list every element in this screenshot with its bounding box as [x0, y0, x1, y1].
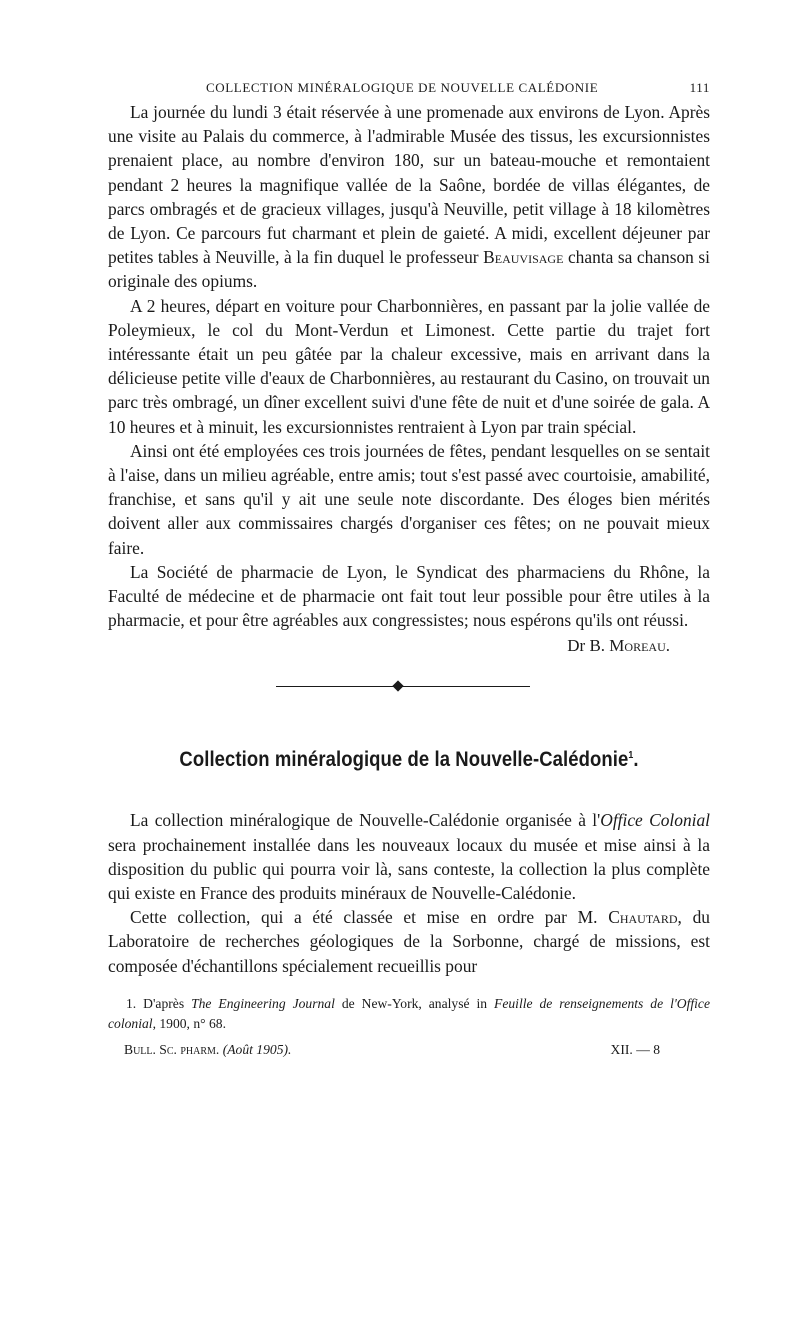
footer-bulletin [124, 1042, 291, 1058]
footer-bulletin-name: Bull. Sc. pharm. [124, 1041, 220, 1057]
signature-title: Dr [567, 636, 586, 656]
article-p1-end: sera prochainement installée dans les nouveaux locaux du musée et mise ainsi à la disposition du public qui pourra voir là, sans conteste, la collection la plus complète qui existe en France des produits minéraux de Nouvelle-Calédonie. [108, 834, 710, 904]
footnote-journal: The Engineering Journal [191, 995, 335, 1011]
article-paragraph-1 [108, 808, 710, 905]
footnote-source: Feuille de renseignements de l'Office colonial [108, 995, 710, 1031]
footnote-mid: de New-York, analysé in [334, 995, 495, 1011]
article-heading-text: Collection minéralogique de la Nouvelle-Calédonie [179, 748, 629, 772]
footnote-lead: 1. D'après [126, 995, 192, 1011]
signature-name: B. Moreau. [589, 636, 670, 656]
person-name: Chautard [608, 907, 678, 928]
footnote-marker: 1 [628, 750, 634, 762]
running-head [108, 78, 710, 100]
article-p1-start: La collection minéralogique de Nouvelle-Calédonie organisée à l' [130, 810, 601, 831]
page [108, 78, 710, 1066]
paragraph-1 [108, 100, 710, 294]
article-p2-end: , du Laboratoire de recherches géologiques de la Sorbonne, chargé de missions, est composée d'échantillons spécialement recueillis pour [108, 907, 710, 976]
article-p2-start: Cette collection, qui a été classée et mise en ordre par M. [130, 907, 609, 928]
article-paragraph-2 [108, 905, 710, 978]
article-heading-end: . [633, 748, 639, 772]
paragraph-2: A 2 heures, départ en voiture pour Charbonnières, en passant par la jolie vallée de Poleymieux, le col du Mont-Verdun et Limonest. Cette partie du trajet fort intéressante était un peu gâtée par la chaleur excessive, mais en arrivant dans la délicieuse petite ville d'eaux de Charbonnières, au restaurant du Casino, on trouvait un parc très ombragé, un dîner excellent suivi d'une fête de nuit et d'une soirée de gala. A 10 heures et à minuit, les excursionnistes rentraient à Lyon par train spécial. [108, 295, 710, 437]
footnote-end: , 1900, n° 68. [152, 1015, 226, 1031]
section-divider [108, 658, 710, 710]
page-footer [108, 1042, 710, 1066]
paragraph-1-text: La journée du lundi 3 était réservée à une promenade aux environs de Lyon. Après une visite au Palais du commerce, à l'admirable Musée des tissus, les excursionnistes prenaient place, au nombre d'environ 180, sur un bateau-mouche et remontaient pendant 2 heures la magnifique vallée de la Saône, bordée de villas élégantes, de parcs ombragés et de gracieux villages, jusqu'à Neuville, petit village à 18 kilomètres de Lyon. Ce parcours fut charmant et plein de gaieté. A midi, excellent déjeuner par petites tables à Neuville, à la fin duquel le professeur [108, 102, 710, 268]
paragraph-4: La Société de pharmacie de Lyon, le Syndicat des pharmaciens du Rhône, la Faculté de médecine et de pharmacie ont fait tout leur possible pour être utiles à la pharmacie, et pour être agréables aux congressistes; nous espérons qu'ils ont réussi. [108, 561, 710, 631]
footnote [108, 994, 710, 1034]
paragraph-1-end: chanta sa chanson si originale des opiums. [108, 247, 711, 292]
divider-ornament-icon [392, 681, 403, 692]
article-heading [144, 748, 674, 772]
page-number: 111 [689, 80, 710, 95]
signature [108, 634, 710, 658]
paragraph-3: Ainsi ont été employées ces trois journées de fêtes, pendant lesquelles on se sentait à l'aise, dans un milieu agréable, entre amis; tout s'est passé avec courtoisie, amabilité, franchise, et sans qu'il y ait une seule note discordante. Des éloges bien mérités doivent aller aux commissaires chargés d'organiser ces fêtes; on ne pouvait mieux faire. [108, 440, 710, 558]
person-name: Beauvisage [483, 247, 564, 268]
running-title: COLLECTION MINÉRALOGIQUE DE NOUVELLE CALÉDONIE [206, 80, 599, 95]
office-colonial-italic: Office Colonial [600, 810, 711, 831]
footer-date: (Août 1905). [222, 1041, 292, 1057]
footer-signature-mark: XII. — 8 [610, 1041, 660, 1057]
